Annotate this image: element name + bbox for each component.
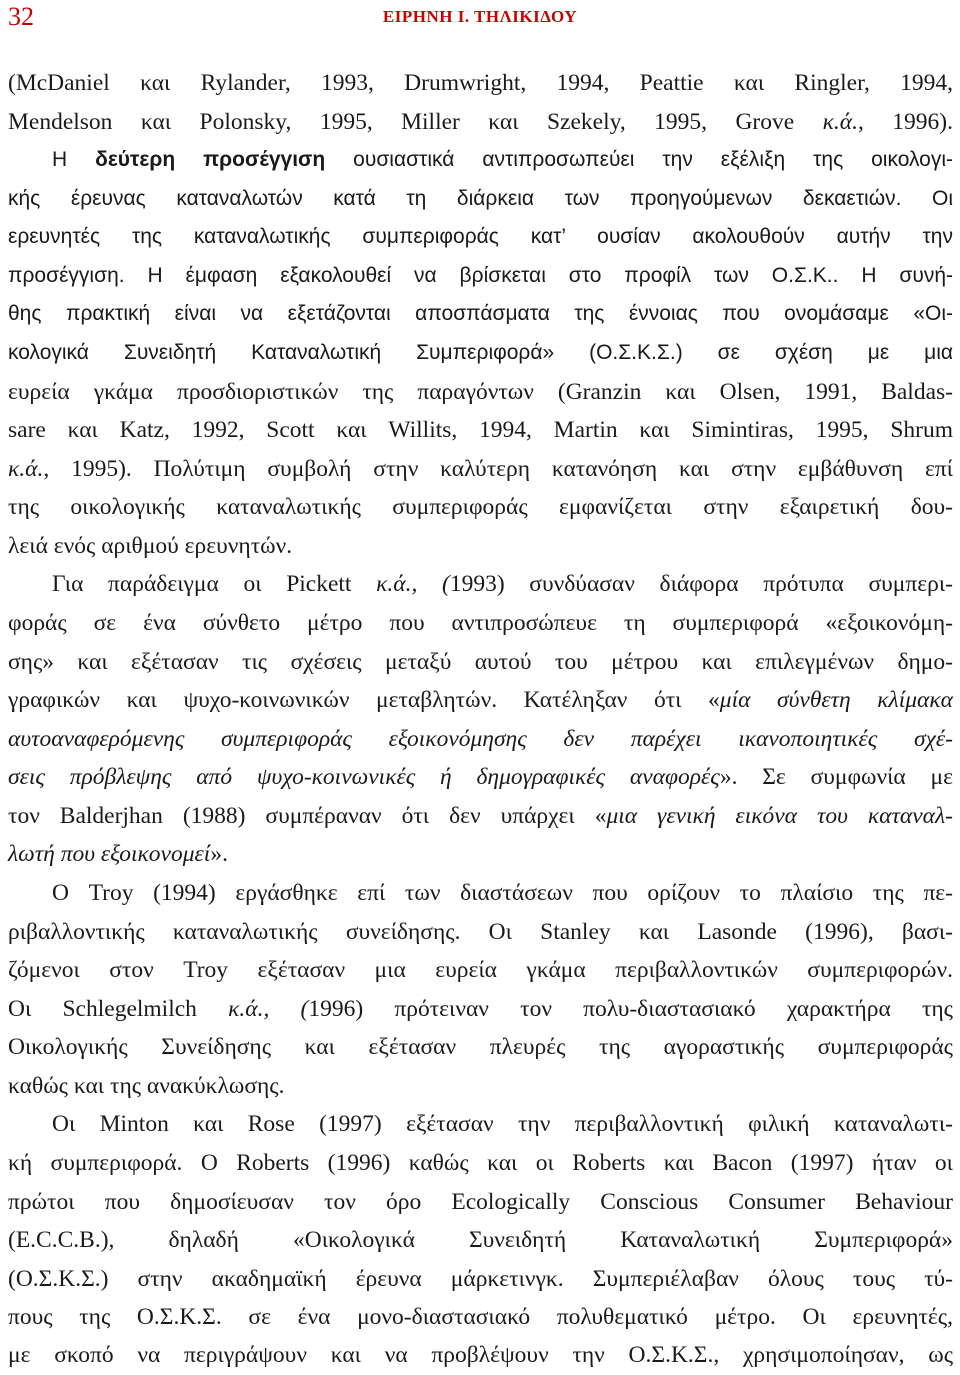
text-line: φοράς σε ένα σύνθετο μέτρο που αντιπροσώπευε τη συμπεριφορά «εξοικονόμη- bbox=[8, 610, 953, 636]
text-line: (McDaniel και Rylander, 1993, Drumwright, 1994, Peattie και Ringler, 1994, bbox=[8, 70, 953, 96]
text-line: λωτή που εξοικονομεί». bbox=[8, 841, 228, 867]
text-line: με σκοπό να περιγράψουν και να προβλέψουν την Ο.Σ.Κ.Σ., χρησιμοποίησαν, ως bbox=[8, 1342, 953, 1368]
page-number: 32 bbox=[8, 2, 34, 31]
text-line: κ.ά., 1995). Πολύτιμη συμβολή στην καλύτερη κατανόηση και στην εμβάθυνση επί bbox=[8, 456, 953, 482]
text-line: κής έρευνας καταναλωτών κατά τη διάρκεια των προηγούμενων δεκαετιών. Οι bbox=[8, 187, 953, 210]
text-line: (E.C.C.B.), δηλαδή «Οικολογικά Συνειδητή Καταναλωτική Συμπεριφορά» bbox=[8, 1227, 953, 1253]
text-line: καθώς και της ανακύκλωσης. bbox=[8, 1073, 285, 1099]
text-line: Οι Minton και Rose (1997) εξέτασαν την περιβαλλοντική φιλική καταναλωτι- bbox=[52, 1111, 953, 1137]
text-line: προσέγγιση. Η έμφαση εξακολουθεί να βρίσκεται στο προφίλ των Ο.Σ.Κ.. Η συνή- bbox=[8, 264, 953, 287]
text-line: (Ο.Σ.Κ.Σ.) στην ακαδημαϊκή έρευνα μάρκετινγκ. Συμπεριέλαβαν όλους τους τύ- bbox=[8, 1266, 953, 1292]
text-line: Ο Troy (1994) εργάσθηκε επί των διαστάσεων που ορίζουν το πλαίσιο της πε- bbox=[52, 880, 953, 906]
text-line: ερευνητές της καταναλωτικής συμπεριφοράς κατ’ ουσίαν ακολουθούν αυτήν την bbox=[8, 225, 953, 248]
text-line: Η δεύτερη προσέγγιση ουσιαστικά αντιπροσωπεύει την εξέλιξη της οικολογι- bbox=[52, 148, 953, 171]
text-line: θης πρακτική είναι να εξετάζονται αποσπάσματα της έννοιας που ονομάσαμε «Οι- bbox=[8, 302, 953, 325]
text-line: πους της Ο.Σ.Κ.Σ. σε ένα μονο-διαστασιακό πολυθεματικό μέτρο. Οι ερευνητές, bbox=[8, 1304, 953, 1330]
page-header bbox=[0, 0, 960, 40]
text-line: Οι Schlegelmilch κ.ά., (1996) πρότειναν τον πολυ-διαστασιακό χαρακτήρα της bbox=[8, 996, 953, 1022]
text-line: της οικολογικής καταναλωτικής συμπεριφοράς εμφανίζεται στην εξαιρετική δου- bbox=[8, 494, 953, 520]
text-line: πρώτοι που δημοσίευσαν τον όρο Ecologically Conscious Consumer Behaviour bbox=[8, 1189, 953, 1215]
text-line: τον Balderjhan (1988) συμπέραναν ότι δεν υπάρχει «μια γενική εικόνα του καταναλ- bbox=[8, 803, 953, 829]
text-line: κή συμπεριφορά. Ο Roberts (1996) καθώς και οι Roberts και Bacon (1997) ήταν οι bbox=[8, 1150, 953, 1176]
text-line: ζόμενοι στον Troy εξέτασαν μια ευρεία γκάμα περιβαλλοντικών συμπεριφορών. bbox=[8, 957, 953, 983]
text-line: γραφικών και ψυχο-κοινωνικών μεταβλητών. Κατέληξαν ότι «μία σύνθετη κλίμακα bbox=[8, 687, 954, 713]
text-line: Για παράδειγμα οι Pickett κ.ά., (1993) συνδύασαν διάφορα πρότυπα συμπερι- bbox=[52, 571, 953, 597]
text-line: ευρεία γκάμα προσδιοριστικών της παραγόντων (Granzin και Olsen, 1991, Baldas- bbox=[8, 379, 953, 405]
text-line: σης» και εξέτασαν τις σχέσεις μεταξύ αυτού του μέτρου και επιλεγμένων δημο- bbox=[8, 649, 953, 675]
text-line: κολογικά Συνειδητή Καταναλωτική Συμπεριφορά» (Ο.Σ.Κ.Σ.) σε σχέση με μια bbox=[8, 341, 953, 364]
text-line: sare και Katz, 1992, Scott και Willits, 1994, Martin και Simintiras, 1995, Shrum bbox=[8, 417, 953, 443]
text-line: ριβαλλοντικής καταναλωτικής συνείδησης. Οι Stanley και Lasonde (1996), βασι- bbox=[8, 919, 953, 945]
text-line: αυτοαναφερόμενης συμπεριφοράς εξοικονόμησης δεν παρέχει ικανοποιητικές σχέ- bbox=[8, 726, 953, 752]
text-line: Mendelson και Polonsky, 1995, Miller και Szekely, 1995, Grove κ.ά., 1996). bbox=[8, 109, 953, 135]
running-head: ΕΙΡΗΝΗ Ι. ΤΗΛΙΚΙΔΟΥ bbox=[382, 7, 578, 26]
text-line: Οικολογικής Συνείδησης και εξέτασαν πλευρές της αγοραστικής συμπεριφοράς bbox=[8, 1034, 953, 1060]
text-line: λειά ενός αριθμού ερευνητών. bbox=[8, 533, 293, 559]
text-line: σεις πρόβλεψης από ψυχο-κοινωνικές ή δημογραφικές αναφορές». Σε συμφωνία με bbox=[8, 764, 953, 790]
